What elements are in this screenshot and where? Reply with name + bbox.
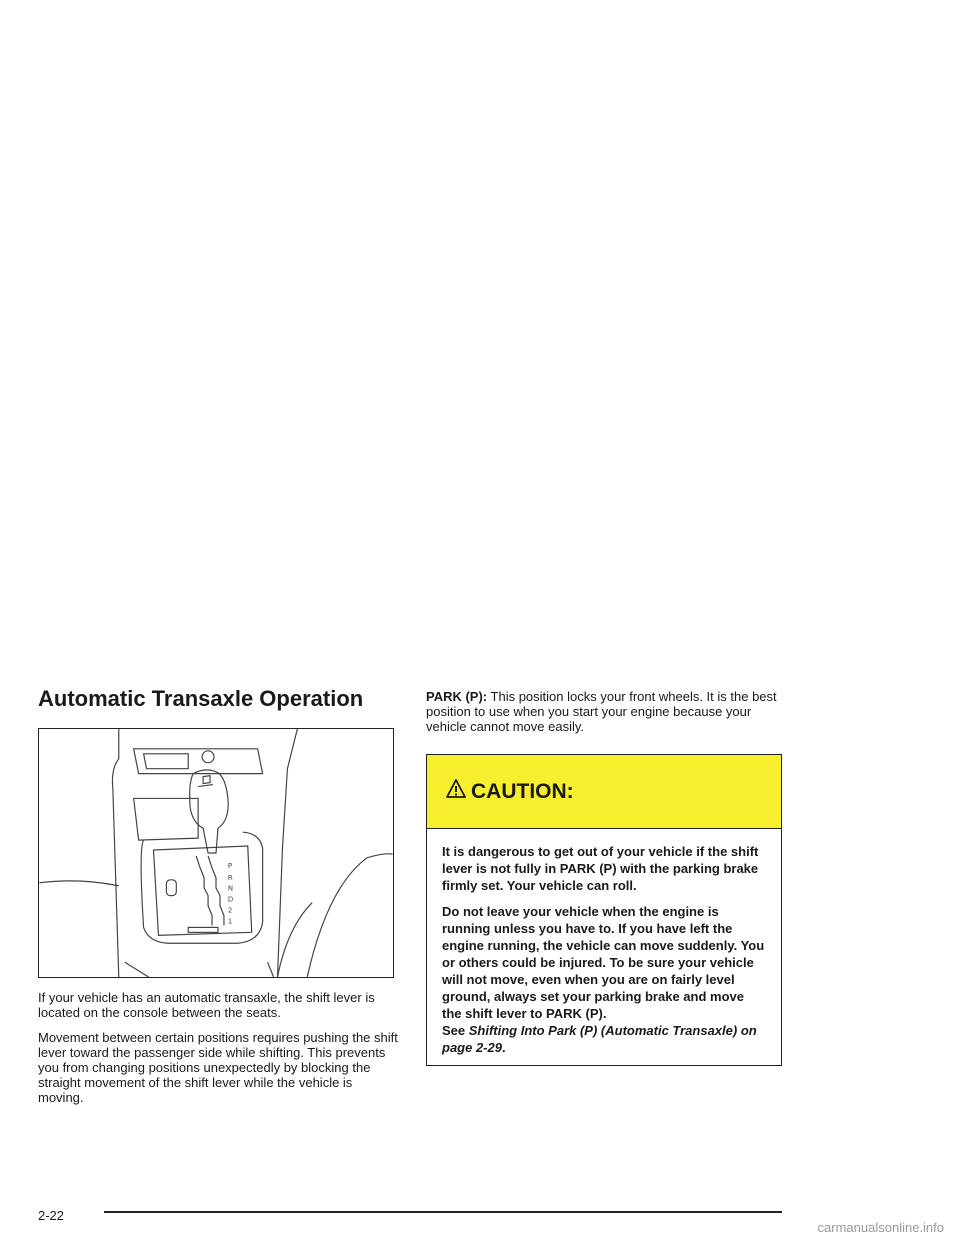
console-shift-lever-drawing — [39, 729, 393, 977]
svg-text:2: 2 — [227, 906, 233, 915]
svg-text:N: N — [227, 884, 234, 893]
right-column-text — [426, 689, 782, 744]
warning-triangle-icon — [445, 778, 467, 800]
section-heading: Automatic Transaxle Operation — [38, 686, 364, 711]
svg-text:R: R — [227, 873, 233, 882]
caution-paragraph-2-text: Do not leave your vehicle when the engine is running unless you have to. If you have left the engine running, the vehicle can move suddenly. You or others could be injured. To be sure your vehicle will not move, even when you are on fairly level ground, always set your parking brake and move the shift lever to PARK (P). — [442, 904, 765, 1021]
caution-box — [426, 754, 782, 1066]
park-term: PARK (P): — [426, 689, 488, 704]
svg-text:1: 1 — [227, 917, 233, 926]
cross-reference-link[interactable]: Shifting Into Park (P) (Automatic Transaxle) on page 2-29 — [442, 1023, 757, 1055]
see-prefix: See — [442, 1023, 469, 1038]
paragraph-shift-location: If your vehicle has an automatic transaxle, the shift lever is located on the console between the seats. — [38, 990, 375, 1020]
park-description: This position locks your front wheels. It is the best position to use when you start your engine because your vehicle cannot move easily. — [426, 689, 777, 734]
svg-text:D: D — [227, 895, 234, 904]
caution-paragraph-2 — [442, 903, 767, 1056]
caution-paragraph-1: It is dangerous to get out of your vehicle if the shift lever is not fully in PARK (P) with the parking brake firmly set. Your vehicle can roll. — [442, 844, 759, 893]
caution-title: CAUTION: — [471, 779, 574, 803]
see-suffix: . — [501, 1040, 506, 1055]
footer-rule — [104, 1211, 782, 1213]
watermark: carmanualsonline.info — [817, 1220, 944, 1235]
caution-body — [427, 829, 781, 1056]
paragraph-shift-movement: Movement between certain positions requires pushing the shift lever toward the passenger side while shifting. This prevents you from changing positions unexpectedly by blocking the straight movement of the shift lever while the vehicle is moving. — [38, 1030, 398, 1105]
paragraph-park — [426, 689, 782, 734]
caution-header — [427, 755, 781, 829]
page-number: 2-22 — [38, 1208, 65, 1223]
svg-text:P: P — [227, 861, 233, 870]
shift-lever-illustration — [38, 728, 394, 978]
left-column-text — [38, 990, 398, 1115]
